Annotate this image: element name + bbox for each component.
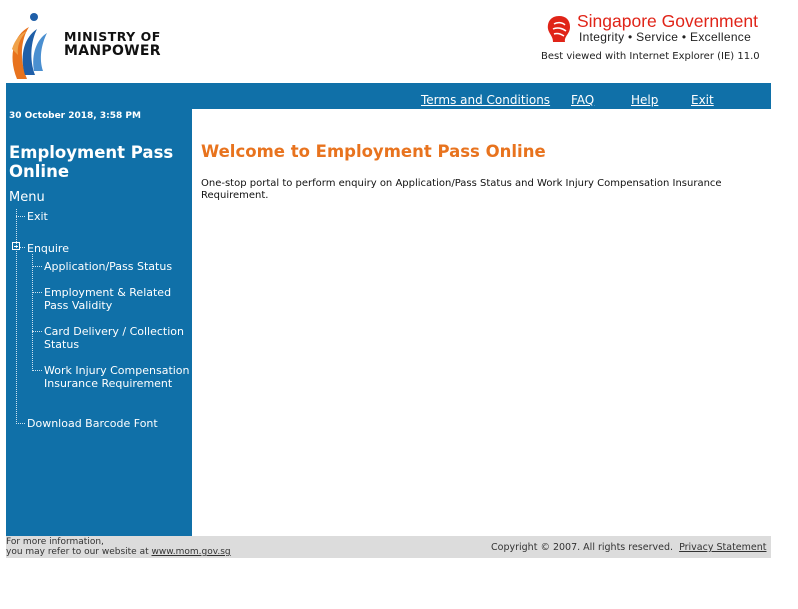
- footer-copyright-area: [491, 542, 767, 553]
- page-description: One-stop portal to perform enquiry on Application/Pass Status and Work Injury Compensation Insurance Requirement.: [201, 178, 722, 201]
- help-link[interactable]: Help: [631, 93, 659, 107]
- copyright-text: Copyright © 2007. All rights reserved.: [491, 542, 674, 553]
- privacy-statement-link[interactable]: Privacy Statement: [679, 542, 767, 553]
- page-title: Welcome to Employment Pass Online: [201, 142, 546, 161]
- sidebar-item-card-delivery[interactable]: Card Delivery / Collection Status: [44, 325, 184, 351]
- tree-branch-item1: [32, 266, 42, 267]
- sg-government-tagline: Integrity • Service • Excellence: [579, 30, 752, 44]
- menu-heading: Menu: [9, 190, 45, 205]
- tree-branch-item3: [32, 331, 42, 332]
- faq-link[interactable]: FAQ: [571, 93, 595, 107]
- mom-figure-logo-icon: [7, 9, 67, 84]
- sg-title-word1: Singapore: [577, 11, 657, 31]
- sidebar-item-exit[interactable]: Exit: [27, 210, 48, 223]
- sidebar-item-work-injury[interactable]: Work Injury Compensation Insurance Requirement: [44, 364, 190, 390]
- tree-line-enquire: [32, 254, 33, 371]
- tree-branch-enquire: [20, 247, 25, 248]
- sidebar-item-application-status[interactable]: Application/Pass Status: [44, 260, 173, 273]
- collapse-minus-icon[interactable]: [12, 242, 20, 250]
- sidebar-item-enquire[interactable]: Enquire: [27, 242, 69, 255]
- sidebar-item-pass-validity[interactable]: Employment & Related Pass Validity: [44, 286, 172, 312]
- tree-branch-item4: [32, 370, 42, 371]
- footer-info-line1: For more information,: [6, 537, 104, 547]
- footer-info-line2: [6, 547, 231, 557]
- tree-branch-item2: [32, 292, 42, 293]
- sg-title-word2: Government: [661, 11, 758, 31]
- current-datetime: 30 October 2018, 3:58 PM: [9, 111, 141, 121]
- merlion-lion-icon: [545, 14, 573, 44]
- tree-branch-exit: [16, 216, 25, 217]
- footer-info: [6, 537, 231, 557]
- exit-link[interactable]: Exit: [691, 93, 714, 107]
- sidebar-item-download-barcode[interactable]: Download Barcode Font: [27, 417, 158, 430]
- mom-logo-line1: MINISTRY OF: [64, 29, 161, 44]
- app-title: Employment Pass Online: [9, 143, 174, 181]
- mom-website-link[interactable]: www.mom.gov.sg: [151, 547, 231, 557]
- tree-branch-download: [16, 423, 25, 424]
- mom-logo-text: [64, 29, 161, 59]
- sg-government-title: [577, 11, 758, 32]
- mom-logo-line2: MANPOWER: [64, 43, 161, 59]
- terms-link[interactable]: Terms and Conditions: [421, 93, 551, 107]
- browser-note: Best viewed with Internet Explorer (IE) 11.0: [541, 51, 760, 62]
- footer-info-prefix: you may refer to our website at: [6, 547, 149, 557]
